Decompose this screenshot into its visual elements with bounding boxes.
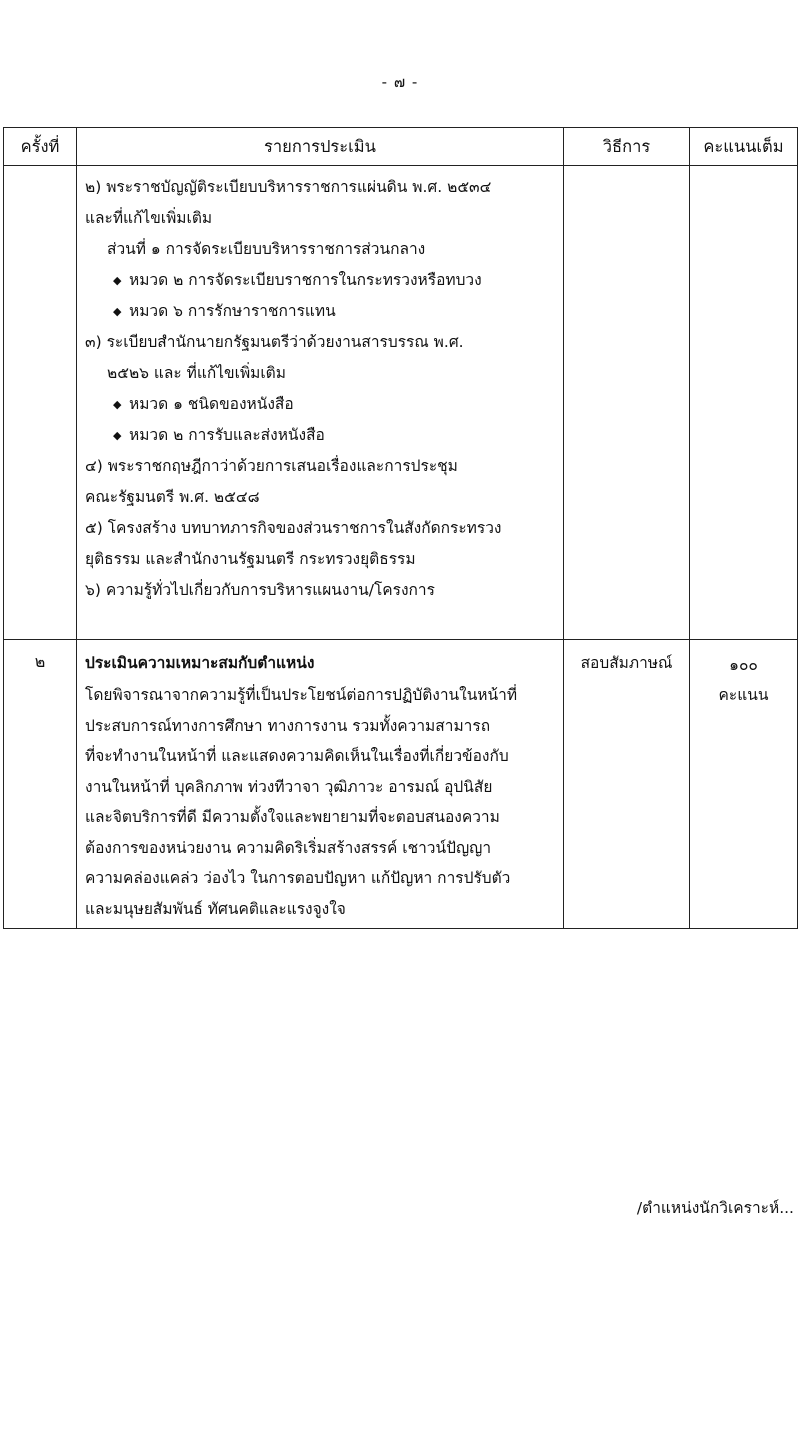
item-line: ๔) พระราชกฤษฎีกาว่าด้วยการเสนอเรื่องและการประชุม bbox=[85, 457, 458, 475]
method-cell: สอบสัมภาษณ์ bbox=[564, 640, 690, 929]
score-unit: คะแนน bbox=[718, 686, 769, 704]
bullet-item bbox=[85, 420, 555, 451]
item-line: งานในหน้าที่ บุคลิกภาพ ท่วงทีวาจา วุฒิภาวะ อารมณ์ อุปนิสัย bbox=[85, 777, 493, 796]
item-line: ความคล่องแคล่ว ว่องไว ในการตอบปัญหา แก้ปัญหา การปรับตัว bbox=[85, 869, 511, 887]
score-cell bbox=[690, 640, 798, 929]
evaluation-table bbox=[3, 127, 798, 929]
item-line: ส่วนที่ ๑ การจัดระเบียบบริหารราชการส่วนกลาง bbox=[107, 240, 426, 258]
item-title: ประเมินความเหมาะสมกับตำแหน่ง bbox=[85, 654, 315, 672]
diamond-bullet-icon: ◆ bbox=[113, 429, 122, 442]
item-line: ที่จะทำงานในหน้าที่ และแสดงความคิดเห็นในเรื่องที่เกี่ยวข้องกับ bbox=[85, 747, 509, 765]
item-line: และมนุษยสัมพันธ์ ทัศนคติและแรงจูงใจ bbox=[85, 899, 346, 918]
bullet-text: หมวด ๒ การจัดระเบียบราชการในกระทรวงหรือทบวง bbox=[129, 271, 482, 289]
item-line: และจิตบริการที่ดี มีความตั้งใจและพยายามที่จะตอบสนองความ bbox=[85, 808, 500, 826]
page-number: - ๗ - bbox=[381, 73, 419, 91]
bullet-item bbox=[85, 389, 555, 420]
item-line: โดยพิจารณาจากความรู้ที่เป็นประโยชน์ต่อการปฏิบัติงานในหน้าที่ bbox=[85, 686, 518, 704]
score-cell bbox=[690, 166, 798, 640]
table-header-row bbox=[4, 128, 798, 166]
bullet-item bbox=[85, 296, 555, 327]
header-evaluation-item: รายการประเมิน bbox=[77, 128, 564, 166]
item-line: คณะรัฐมนตรี พ.ศ. ๒๕๔๘ bbox=[85, 488, 260, 506]
bullet-item bbox=[85, 265, 555, 296]
diamond-bullet-icon: ◆ bbox=[113, 274, 122, 287]
score-value: ๑๐๐ bbox=[729, 656, 758, 674]
table-row bbox=[4, 166, 798, 640]
continuation-note: /ตำแหน่งนักวิเคราะห์... bbox=[636, 1199, 794, 1217]
bullet-text: หมวด ๖ การรักษาราชการแทน bbox=[129, 302, 336, 320]
method-cell bbox=[564, 166, 690, 640]
item-line: ๒) พระราชบัญญัติระเบียบบริหารราชการแผ่นดิน พ.ศ. ๒๕๓๔ bbox=[85, 178, 492, 196]
round-cell: ๒ bbox=[4, 640, 77, 929]
item-line: ๓) ระเบียบสำนักนายกรัฐมนตรีว่าด้วยงานสารบรรณ พ.ศ. bbox=[85, 333, 464, 351]
evaluation-item-cell bbox=[77, 640, 564, 929]
header-method: วิธีการ bbox=[564, 128, 690, 166]
bullet-text: หมวด ๒ การรับและส่งหนังสือ bbox=[129, 426, 325, 444]
diamond-bullet-icon: ◆ bbox=[113, 305, 122, 318]
table-row bbox=[4, 640, 798, 929]
bullet-text: หมวด ๑ ชนิดของหนังสือ bbox=[129, 395, 294, 413]
item-line: ๕) โครงสร้าง บทบาทภารกิจของส่วนราชการในสังกัดกระทรวง bbox=[85, 519, 502, 537]
diamond-bullet-icon: ◆ bbox=[113, 398, 122, 411]
header-round: ครั้งที่ bbox=[4, 128, 77, 166]
item-line: ประสบการณ์ทางการศึกษา ทางการงาน รวมทั้งความสามารถ bbox=[85, 716, 491, 735]
item-line: ๖) ความรู้ทั่วไปเกี่ยวกับการบริหารแผนงาน/โครงการ bbox=[85, 581, 435, 599]
header-full-score: คะแนนเต็ม bbox=[690, 128, 798, 166]
item-line: ต้องการของหน่วยงาน ความคิดริเริ่มสร้างสรรค์ เชาวน์ปัญญา bbox=[85, 838, 492, 857]
item-line: และที่แก้ไขเพิ่มเติม bbox=[85, 209, 213, 227]
item-line: ๒๕๒๖ และ ที่แก้ไขเพิ่มเติม bbox=[107, 364, 286, 382]
item-line: ยุติธรรม และสำนักงานรัฐมนตรี กระทรวงยุติธรรม bbox=[85, 550, 416, 568]
evaluation-item-cell bbox=[77, 166, 564, 640]
round-cell bbox=[4, 166, 77, 640]
